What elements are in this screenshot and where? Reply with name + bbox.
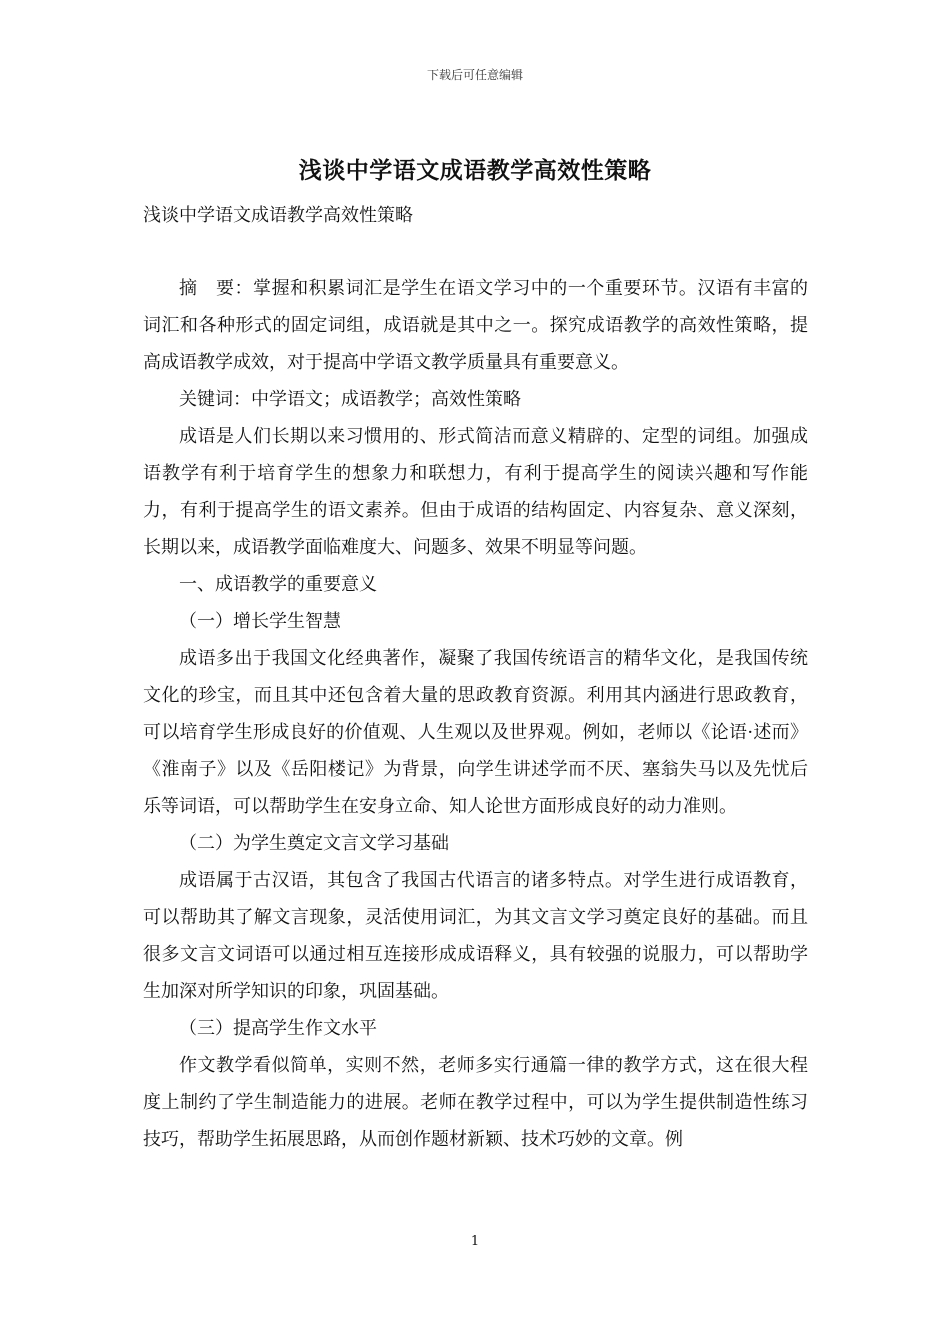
subsection-paragraph-2: 成语属于古汉语，其包含了我国古代语言的诸多特点。对学生进行成语教育，可以帮助其了解文言现象，灵活使用词汇，为其文言文学习奠定良好的基础。而且很多文言文词语可以通过相互连接形成成语释义，具有较强的说服力，可以帮助学生加深对所学知识的印象，巩固基础。 bbox=[143, 870, 808, 1002]
intro-paragraph: 成语是人们长期以来习惯用的、形式简洁而意义精辟的、定型的词组。加强成语教学有利于培育学生的想象力和联想力，有利于提高学生的阅读兴趣和写作能力，有利于提高学生的语文素养。但由于成语的结构固定、内容复杂、意义深刻，长期以来，成语教学面临难度大、问题多、效果不明显等问题。 bbox=[143, 426, 808, 558]
keywords-paragraph: 关键词：中学语文；成语教学；高效性策略 bbox=[179, 389, 521, 410]
subsection-paragraph-3: 作文教学看似简单，实则不然，老师多实行通篇一律的教学方式，这在很大程度上制约了学生制造能力的进展。老师在教学过程中，可以为学生提供制造性练习技巧，帮助学生拓展思路，从而创作题材新颖、技术巧妙的文章。例 bbox=[143, 1055, 808, 1150]
abstract-paragraph: 摘 要：掌握和积累词汇是学生在语文学习中的一个重要环节。汉语有丰富的词汇和各种形式的固定词组，成语就是其中之一。探究成语教学的高效性策略，提高成语教学成效，对于提高中学语文教学质量具有重要意义。 bbox=[143, 278, 808, 373]
page-number: 1 bbox=[470, 1234, 480, 1249]
document-title: 浅谈中学语文成语教学高效性策略 bbox=[298, 157, 652, 184]
section-heading-1: 一、成语教学的重要意义 bbox=[179, 574, 377, 595]
document-subtitle: 浅谈中学语文成语教学高效性策略 bbox=[143, 205, 413, 226]
page-header-note: 下载后可任意编辑 bbox=[426, 68, 523, 82]
subsection-heading-1: （一）增长学生智慧 bbox=[179, 611, 341, 632]
subsection-heading-3: （三）提高学生作文水平 bbox=[179, 1018, 377, 1039]
subsection-heading-2: （二）为学生奠定文言文学习基础 bbox=[179, 833, 449, 854]
subsection-paragraph-1: 成语多出于我国文化经典著作，凝聚了我国传统语言的精华文化，是我国传统文化的珍宝，而且其中还包含着大量的思政教育资源。利用其内涵进行思政教育，可以培育学生形成良好的价值观、人生观以及世界观。例如，老师以《论语·述而》《淮南子》以及《岳阳楼记》为背景，向学生讲述学而不厌、塞翁失马以及先忧后乐等词语，可以帮助学生在安身立命、知人论世方面形成良好的动力准则。 bbox=[143, 648, 808, 817]
document-body bbox=[143, 270, 808, 1158]
